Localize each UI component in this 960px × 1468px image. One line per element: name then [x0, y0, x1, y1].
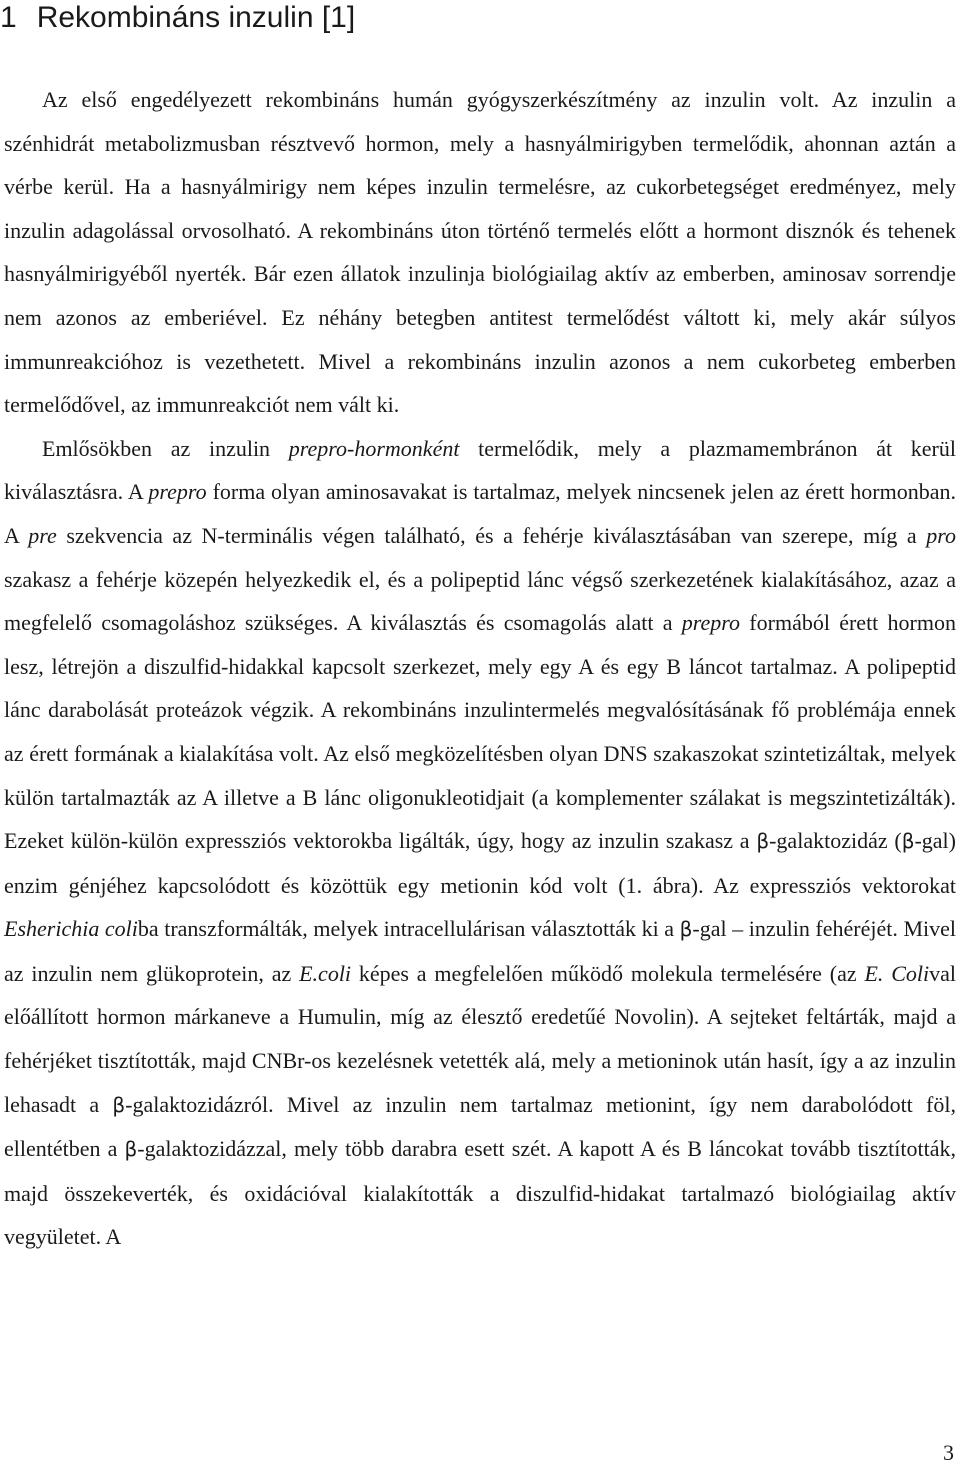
- italic-term: pre: [28, 522, 57, 548]
- text-run: -galaktozidáz (: [769, 828, 902, 854]
- text-run: szakasz a fehérje közepén helyezkedik el, és a polipeptid lánc végső szerkezetének kialakításához, azaz a megfelelő csomagoláshoz szükséges. A kiválasztás és csomagolás alatt a: [4, 566, 956, 636]
- italic-term: prepro: [681, 610, 741, 636]
- italic-term: prepro: [148, 479, 207, 505]
- text-run: termelődik, mely a plazmamembránon át kerül kiválasztásra. A: [4, 435, 956, 505]
- beta-symbol: β: [756, 829, 770, 854]
- body-text: [4, 78, 956, 1259]
- text-run: -galaktozidázzal, mely több darabra esett szét. A kapott A és B láncokat tovább tisztították, majd összekeverték, és oxidációval kialakították a diszulfid-hidakat tartalmazó biológiailag aktív vegyületet. A: [4, 1136, 956, 1250]
- text-run: Emlősökben az inzulin: [42, 435, 289, 461]
- beta-symbol: β: [901, 829, 915, 854]
- text-run: -gal – inzulin fehéréjét. Mivel az inzulin nem glükoprotein, az: [4, 916, 956, 986]
- beta-symbol: β: [112, 1092, 126, 1117]
- section-heading: [0, 0, 960, 36]
- italic-term: prepro-hormonként: [288, 435, 460, 461]
- text-run: szekvencia az N-terminális végen található, és a fehérje kiválasztásában van szerepe, míg a: [56, 522, 927, 548]
- text-run: ba transzformálták, melyek intracellulárisan választották ki a: [137, 916, 680, 942]
- text-run: forma olyan aminosavakat is tartalmaz, melyek nincsenek jelen az érett hormonban. A: [4, 479, 956, 548]
- italic-term: E.coli: [299, 960, 352, 986]
- paragraph-1: [4, 78, 956, 427]
- text-run: formából érett hormon lesz, létrejön a diszulfid-hidakkal kapcsolt szerkezet, mely egy A és egy B láncot tartalmaz. A polipeptid lánc darabolását proteázok végzik. A rekombináns inzulintermelés megvalósításának fő problémája ennek az érett formának a kialakítása volt. Az első megközelítésben olyan DNS szakaszokat szintetizáltak, melyek külön tartalmazták az A illetve a B lánc oligonukleotidjait (a komplementer szálakat is megszintetizálták). Ezeket külön-külön expressziós vektorokba ligálták, úgy, hogy az inzulin szakasz a: [4, 610, 956, 854]
- text-run: képes a megfelelően működő molekula termelésére (az: [351, 960, 865, 986]
- section-title: Rekombináns inzulin [1]: [36, 1, 356, 34]
- beta-symbol: β: [679, 917, 693, 942]
- italic-term: Esherichia coli: [4, 916, 138, 942]
- italic-term: E. Coli: [864, 960, 930, 986]
- text-run: -galaktozidázról. Mivel az inzulin nem tartalmaz metionint, így nem darabolódott föl, ellentétben a: [4, 1091, 956, 1162]
- page-number: 3: [943, 1440, 954, 1465]
- text-run: val előállított hormon márkaneve a Humulin, míg az élesztő eredetűé Novolin). A sejteket feltárták, majd a fehérjéket tisztították, majd CNBr-os kezelésnek vetették alá, mely a metioninok után hasít, így a az inzulin lehasadt a: [4, 960, 957, 1117]
- text-run: Az első engedélyezett rekombináns humán gyógyszerkészítmény az inzulin volt. Az inzulin a szénhidrát metabolizmusban résztvevő hormon, mely a hasnyálmirigyben termelődik, ahonnan aztán a vérbe kerül. Ha a hasnyálmirigy nem képes inzulin termelésre, az cukorbetegséget eredményez, mely inzulin adagolással orvosolható. A rekombináns úton történő termelés előtt a hormont disznók és tehenek hasnyálmirigyéből nyerték. Bár ezen állatok inzulinja biológiailag aktív az emberben, aminosav sorrendje nem azonos az emberiével. Ez néhány betegben antitest termelődést váltott ki, mely akár súlyos immunreakcióhoz is vezethetett. Mivel a rekombináns inzulin azonos a nem cukorbeteg emberben termelődővel, az immunreakciót nem vált ki.: [4, 87, 956, 418]
- section-number: 1: [0, 1, 17, 34]
- beta-symbol: β: [124, 1137, 138, 1162]
- paragraph-2: [4, 427, 956, 1259]
- text-run: -gal) enzim génjéhez kapcsolódott és közöttük egy metionin kód volt (1. ábra). Az expressziós vektorokat: [4, 828, 956, 898]
- italic-term: pro: [926, 522, 956, 548]
